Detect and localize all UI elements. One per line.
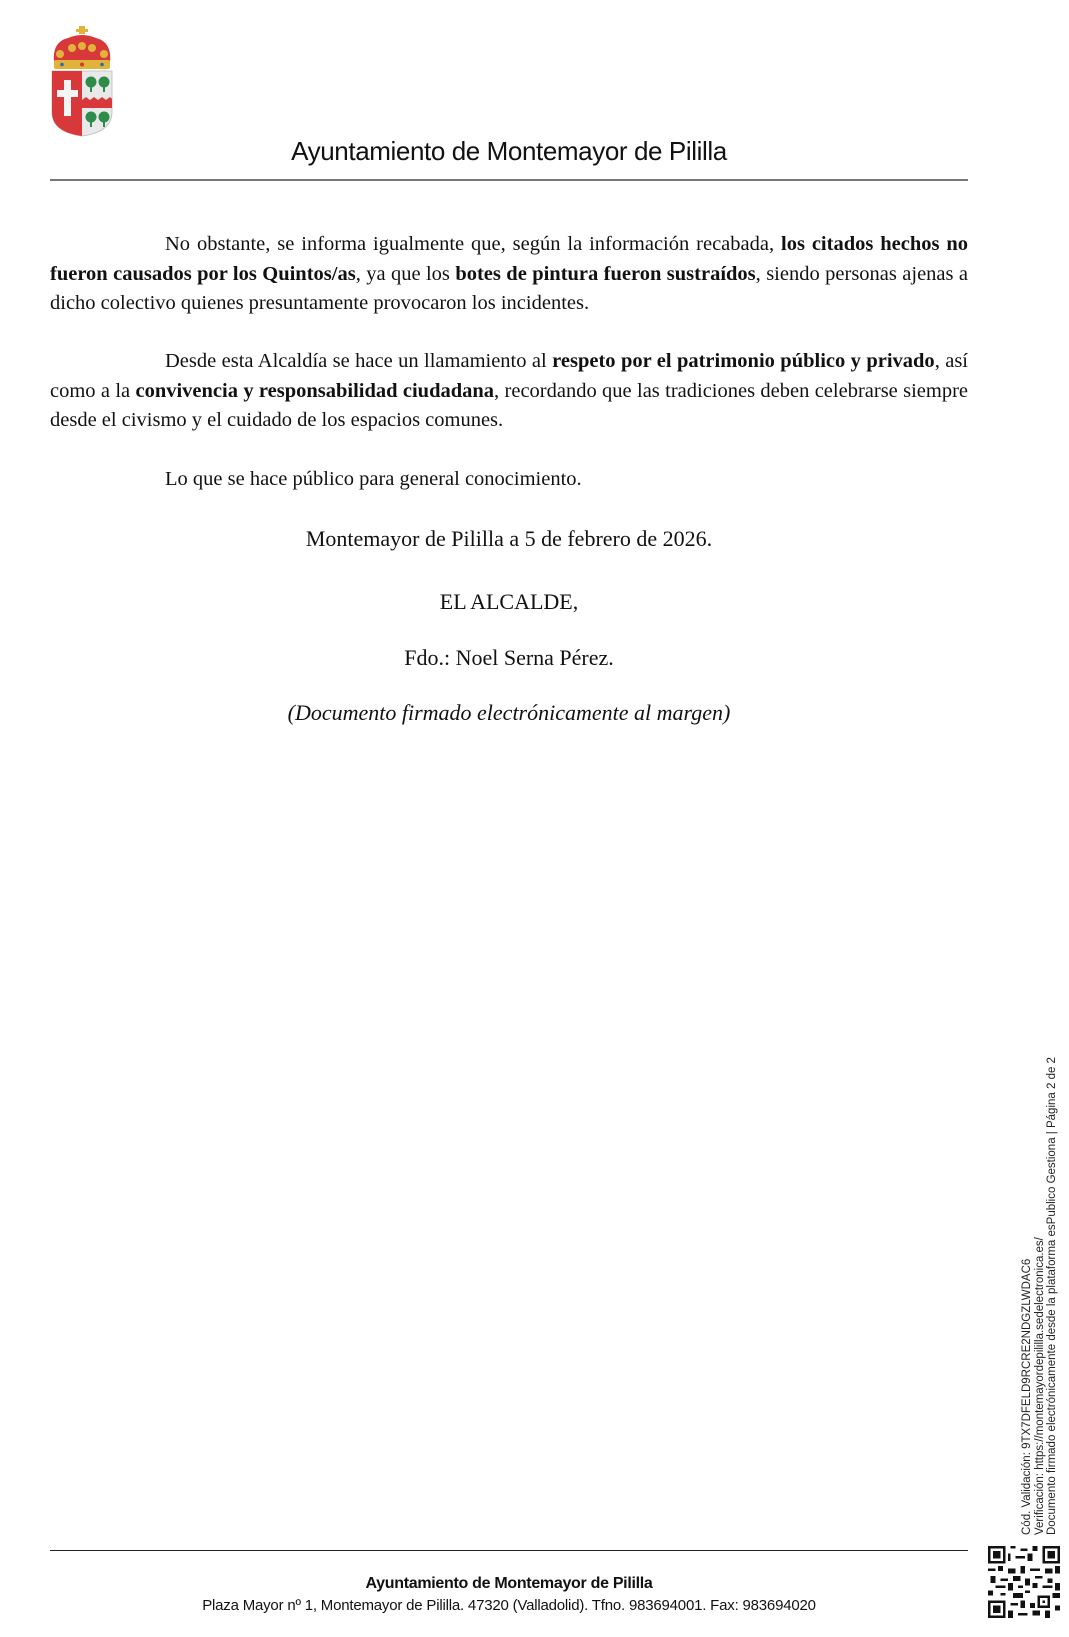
footer-title: Ayuntamiento de Montemayor de Pililla	[365, 1575, 653, 1592]
paragraph-1-run: , ya que los	[355, 262, 456, 285]
paragraph-3	[50, 465, 968, 495]
signed-platform-text: Documento firmado electrónicamente desde la plataforma esPublico Gestiona | Página 2 de 2	[1046, 1057, 1058, 1535]
shield-icon	[52, 71, 112, 136]
margin-verification-text	[1021, 1057, 1059, 1535]
paragraph-2-bold: convivencia y responsabilidad ciudadana	[135, 379, 495, 402]
header-title: Ayuntamiento de Montemayor de Pililla	[291, 136, 727, 166]
paragraph-1-bold: los citados hechos no fueron causados por los Quintos/as	[50, 233, 968, 285]
paragraph-2-run: , recordando que las tradiciones deben celebrarse siempre desde el civismo y el cuidado de los espacios comunes.	[50, 379, 969, 431]
paragraph-1-run: , siendo personas ajenas a dicho colectivo quienes presuntamente provocaron los incidentes.	[50, 262, 969, 314]
footer-divider	[50, 1550, 968, 1551]
validation-code: Cód. Validación: 9TX7DFELD9RCRE2NDGZLWDAC6	[1021, 1258, 1033, 1535]
paragraph-3-text: Lo que se hace público para general conocimiento.	[165, 468, 582, 490]
paragraph-1	[50, 230, 968, 319]
paragraph-2-run: Desde esta Alcaldía se hace un llamamiento al	[165, 350, 553, 372]
crown-icon	[54, 26, 110, 69]
electronic-signature-note: (Documento firmado electrónicamente al margen)	[287, 700, 731, 725]
signer-role: EL ALCALDE,	[439, 589, 579, 614]
paragraph-1-run: No obstante, se informa igualmente que, según la información recabada,	[165, 233, 781, 255]
date-line: Montemayor de Pililla a 5 de febrero de 2026.	[305, 526, 713, 551]
footer-address: Plaza Mayor nº 1, Montemayor de Pililla. 47320 (Valladolid). Tfno. 983694001. Fax: 983694020	[202, 1597, 816, 1614]
paragraph-1-bold: botes de pintura fueron sustraídos	[455, 262, 756, 285]
header-divider	[50, 179, 968, 181]
paragraph-2	[50, 347, 968, 436]
paragraph-2-bold: respeto por el patrimonio público y privado	[552, 350, 935, 372]
qr-code-icon	[988, 1546, 1060, 1618]
verification-url[interactable]: Verificación: https://montemayordepililla.sedelectronica.es/	[1033, 1237, 1046, 1535]
signer-name: Fdo.: Noel Serna Pérez.	[404, 645, 614, 670]
paragraph-2-run: , así como a la	[50, 350, 969, 402]
coat-of-arms-logo	[48, 24, 116, 138]
